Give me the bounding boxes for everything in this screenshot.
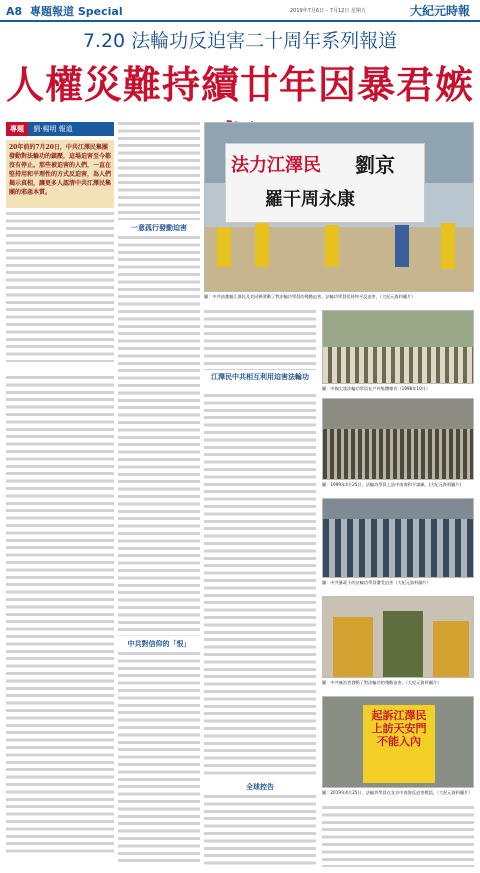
byline-bar <box>6 122 114 136</box>
banner-text-bottom: 羅干周永康 <box>265 189 355 210</box>
issue-date: 2019年7月6日 – 7月12日 星期五 <box>290 8 366 14</box>
body-column-3 <box>204 310 316 867</box>
topic-tag: 專題 <box>6 122 28 136</box>
caption-3: 圖：1999年4月25日，法輪功學員上訪中南海和平請願。(大紀元資料圖片) <box>322 482 462 487</box>
newspaper-logo: 大紀元時報 <box>410 4 471 18</box>
photo-protest-banner <box>204 122 474 292</box>
subhead-collusion: 江澤民中共相互利用迫害法輪功 <box>211 373 309 381</box>
photo-persecution-victims <box>322 498 474 578</box>
lawsuit-banner-text: 起訴江澤民 上訪天安門不能入內 <box>363 705 435 783</box>
page-section-label <box>6 3 123 19</box>
lead-paragraph: 20年前的7月20日，中共江澤民集團發動對法輪功的鎮壓，這場迫害至今都沒有停止。那些被迫害的人們，一直在堅持用和平理性的方式反迫害，為人們揭示真相，讓更多人認清中共江澤民集團的邪惡本質。 <box>6 140 114 208</box>
photo-group-exercise <box>322 310 474 384</box>
subhead-global-lawsuits: 全球控告 <box>246 783 274 791</box>
subhead-hatred-of-faith: 中共對信仰的「恨」 <box>127 640 191 648</box>
caption-5: 圖：中共統治者發動了對法輪功的殘酷迫害。（大紀元資料圖片） <box>322 680 442 685</box>
body-column-2 <box>118 122 200 867</box>
subhead-launch-persecution: 一意孤行發動迫害 <box>131 224 187 232</box>
caption-2: 圖：中國大陸法輪功學員在戶外集體煉功（1998年10月） <box>322 386 431 391</box>
photo-lawsuit-banner <box>322 696 474 788</box>
banner-text-right: 劉京 <box>355 153 395 177</box>
byline: 劉·楊明 報道 <box>33 125 73 133</box>
caption-6: 圖：2019年4月25日，法輪功學員在北京中南海反迫害標語。（大紀元資料圖片） <box>322 790 473 795</box>
body-column-4 <box>322 806 474 867</box>
photo-zhongnanhai-appeal <box>322 398 474 480</box>
caption-1: 圖：中共前黨魁江澤民及其同夥發動了對法輪功學員的殘酷迫害。法輪功學員堅持和平反迫害。（大紀元資料圖片） <box>204 294 416 299</box>
page-number: A8 <box>6 5 23 18</box>
photo-torture-reenactment <box>322 596 474 678</box>
banner-text-left: 法力江澤民 <box>231 155 321 176</box>
section-name: 專題報道 Special <box>30 5 123 18</box>
main-headline: 人權災難持續廿年因暴君嫉 <box>5 62 474 107</box>
supertitle: 7.20 法輪功反迫害二十周年系列報道 <box>82 30 398 52</box>
caption-4: 圖：中共暴政下的法輪功學員遭受迫害（大紀元資料圖片） <box>322 580 431 585</box>
body-column-1 <box>6 212 114 867</box>
